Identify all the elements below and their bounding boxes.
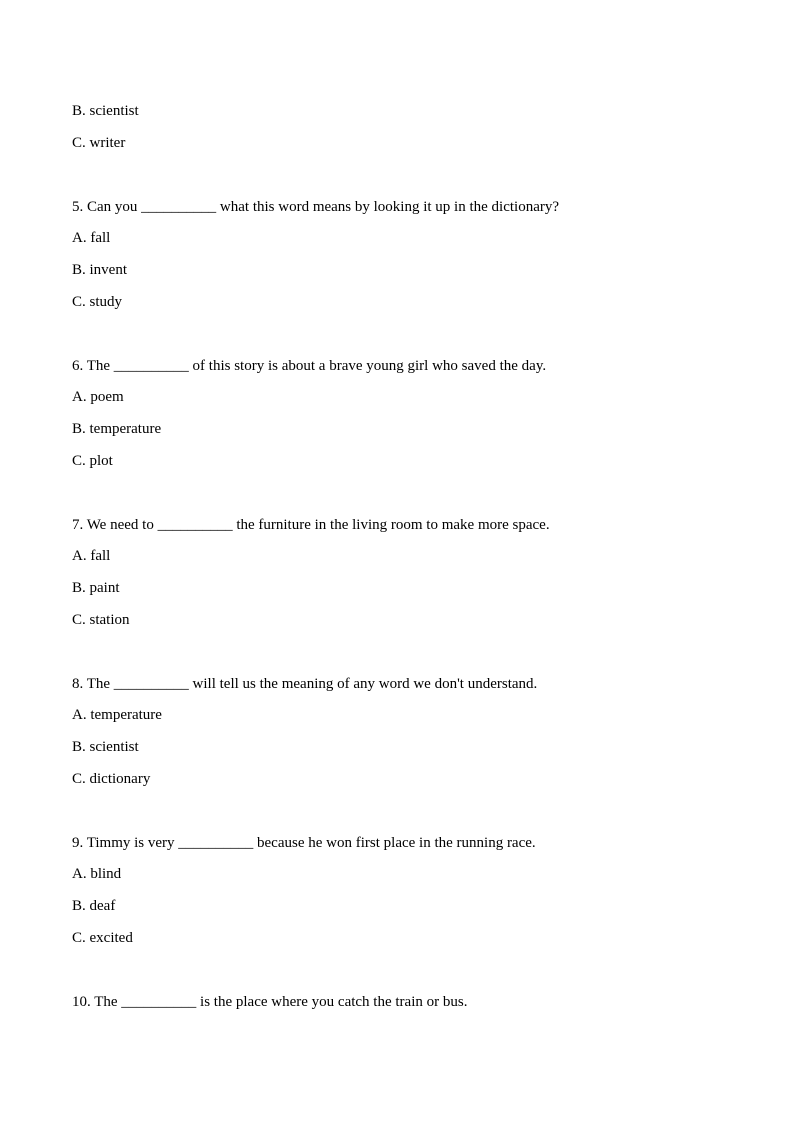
question-9-option-c: C. excited (72, 930, 133, 946)
question-6-option-c: C. plot (72, 453, 113, 469)
question-9-option-b: B. deaf (72, 898, 116, 914)
question-8-option-b: B. scientist (72, 739, 139, 755)
option-c-prev: C. writer (72, 135, 126, 151)
question-8-stem: 8. The __________ will tell us the meaning of any word we don't understand. (72, 676, 538, 692)
question-10-stem: 10. The __________ is the place where you catch the train or bus. (72, 994, 468, 1010)
question-7-option-a: A. fall (72, 548, 111, 564)
question-5-stem: 5. Can you __________ what this word means by looking it up in the dictionary? (72, 199, 560, 215)
question-9-stem: 9. Timmy is very __________ because he won first place in the running race. (72, 835, 536, 851)
question-5-option-c: C. study (72, 294, 123, 310)
question-6-option-b: B. temperature (72, 421, 162, 437)
question-8-option-c: C. dictionary (72, 771, 151, 787)
question-6-stem: 6. The __________ of this story is about a brave young girl who saved the day. (72, 358, 547, 374)
question-8-option-a: A. temperature (72, 707, 162, 723)
question-9-option-a: A. blind (72, 866, 122, 882)
question-7-option-b: B. paint (72, 580, 120, 596)
question-7-option-c: C. station (72, 612, 130, 628)
question-5-option-a: A. fall (72, 230, 111, 246)
option-b-prev: B. scientist (72, 103, 139, 119)
question-6-option-a: A. poem (72, 389, 124, 405)
question-7-stem: 7. We need to __________ the furniture in the living room to make more space. (72, 517, 550, 533)
question-5-option-b: B. invent (72, 262, 127, 278)
